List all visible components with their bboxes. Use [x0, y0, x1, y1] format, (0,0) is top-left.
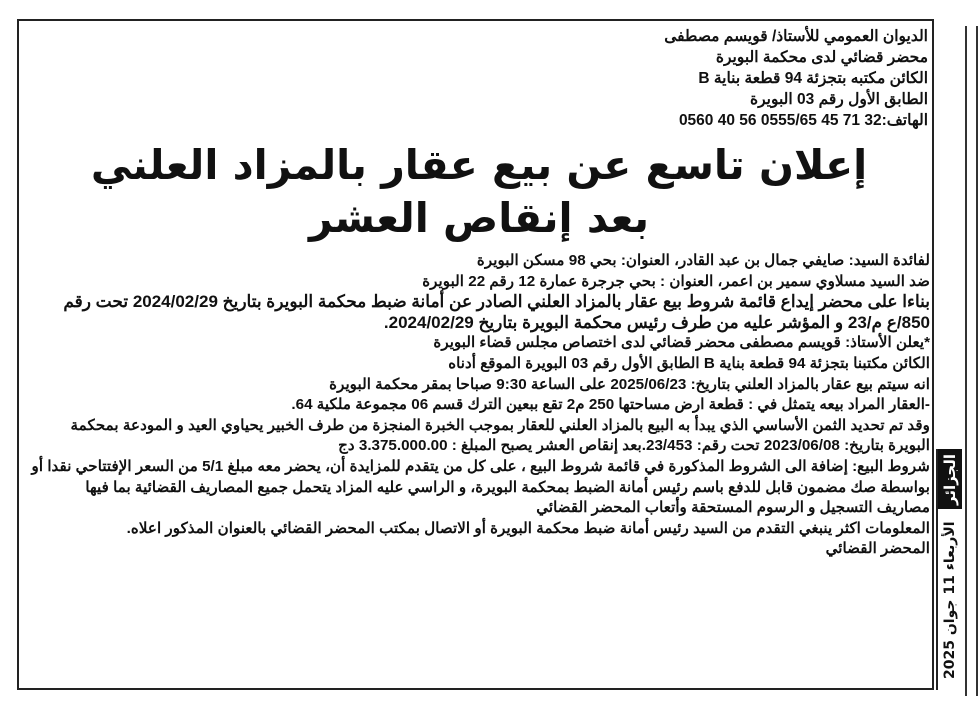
signature-line: المحضر القضائي [825, 540, 930, 558]
header-line: الطابق الأول رقم 03 البويرة [750, 91, 928, 108]
body-paragraph: وقد تم تحديد الثمن الأساسي الذي يبدأ به البيع بالمزاد العلني للعقار بموجب الخبرة المنجزة من طرف الخبير يحياوي العيد و المودعة بمحكمة البويرة بتاريخ: 2023/06/08 تحت رقم: 23/453.بعد إنقاص العشر يصبح المبلغ : 3.375.000.00 دج [70, 416, 930, 455]
body-paragraph: ضد السيد مسلاوي سمير بن اعمر، العنوان : بحي جرجرة عمارة 12 رقم 22 البويرة [422, 272, 930, 290]
header-line: الديوان العمومي للأستاذ/ قويسم مصطفى [664, 28, 928, 45]
notice-content [28, 26, 930, 560]
bailiff-header [28, 26, 930, 131]
notice-body [28, 251, 930, 560]
column-rule [965, 26, 967, 696]
body-paragraph: *يعلن الأستاذ: قويسم مصطفى محضر قضائي لدى اختصاص مجلس قضاء البويرة [433, 334, 930, 352]
issue-date: الأربعاء 11 جوان 2025 [942, 521, 958, 680]
newspaper-tag: الجزائر [938, 449, 962, 509]
body-paragraph: -العقار المراد بيعه يتمثل في : قطعة ارض مساحتها 250 م2 تقع ببعين الترك قسم 06 مجموعة ملكية 64. [291, 396, 930, 414]
newspaper-sidebar [936, 449, 962, 690]
body-paragraph: الكائن مكتبنا بتجزئة 94 قطعة بناية B الطابق الأول رقم 03 البويرة الموقع أدناه [448, 354, 930, 372]
title-line-1: إعلان تاسع عن بيع عقار بالمزاد العلني [90, 141, 868, 189]
header-line: الكائن مكتبه بتجزئة 94 قطعة بناية B [698, 70, 928, 87]
body-paragraph: انه سيتم بيع عقار بالمزاد العلني بتاريخ: 2025/06/23 على الساعة 9:30 صباحا بمقر محكمة البويرة [329, 375, 930, 393]
column-rule-outer [976, 26, 978, 696]
body-paragraph: بناءا على محضر إيداع قائمة شروط بيع عقار بالمزاد العلني الصادر عن أمانة ضبط محكمة البويرة بتاريخ 2024/02/29 تحت رقم 850/ع م/23 و المؤشر عليه من طرف رئيس محكمة البويرة بتاريخ 2024/02/29. [63, 292, 930, 332]
title-line-2: بعد إنقاص العشر [308, 194, 650, 242]
body-paragraph: المعلومات اكثر ينبغي التقدم من السيد رئيس أمانة ضبط محكمة البويرة أو الاتصال بمكتب المحضر القضائي بالعنوان المذكور اعلاه. [126, 519, 930, 537]
header-phone: الهاتف:32 71 45 0555/65 56 40 0560 [678, 112, 928, 129]
notice-title [28, 139, 930, 245]
body-paragraph: شروط البيع: إضافة الى الشروط المذكورة في قائمة شروط البيع ، على كل من يتقدم للمزايدة أن، يحضر معه مبلغ 5/1 من السعر الإفتتاحي نقدا أو بواسطة صك مضمون قابل للدفع باسم رئيس أمانة الضبط بمحكمة البويرة، و الراسي عليه المزاد يتحمل جميع المصاريف القضائية بما فيها مصاريف التسجيل و الرسوم المستحقة وأتعاب المحضر القضائي [31, 457, 930, 517]
header-line: محضر قضائي لدى محكمة البويرة [715, 49, 928, 66]
body-paragraph: لفائدة السيد: صايفي جمال بن عبد القادر، العنوان: بحي 98 مسكن البويرة [476, 252, 930, 269]
